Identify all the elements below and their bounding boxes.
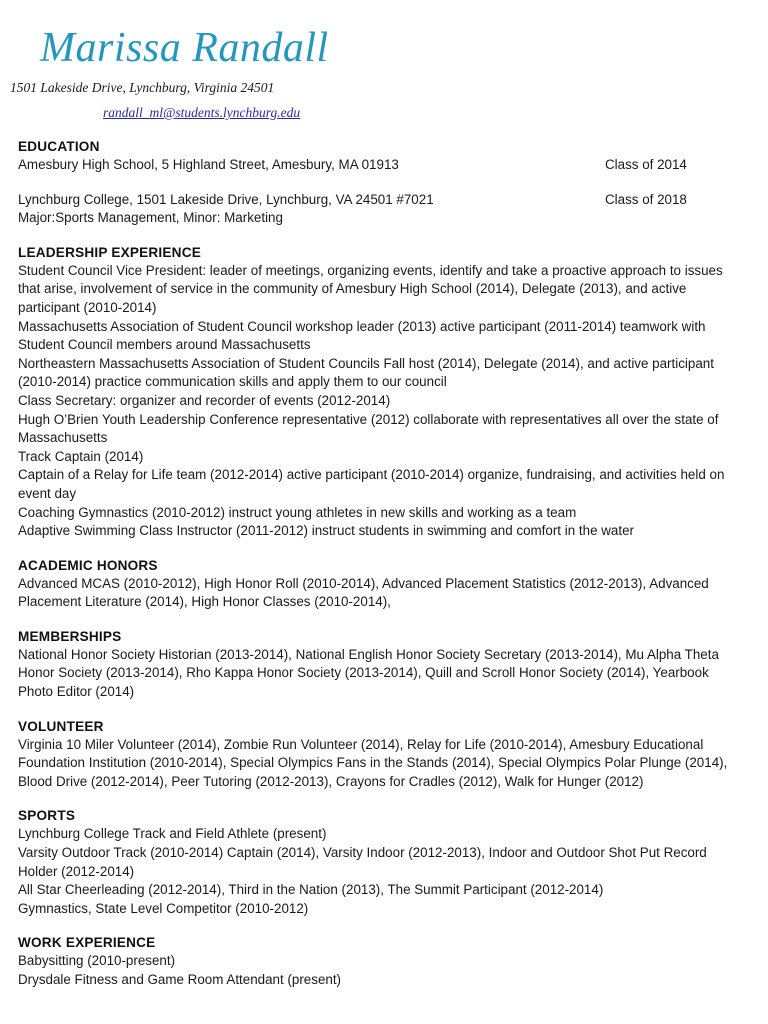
volunteer-lines [18,736,730,792]
text-line: Northeastern Massachusetts Association of Student Councils Fall host (2014), Delegate (2014), and active participant [18,355,714,371]
text-line: event day [18,485,77,501]
honors-section [18,556,730,612]
text-line: Honor Society (2013-2014), Rho Kappa Honor Society (2013-2014), Quill and Scroll Honor Society (2014), Yearbook [18,665,709,681]
text-line: Hugh O’Brien Youth Leadership Conference representative (2012) collaborate with representatives all over the state of [18,411,719,427]
education-entry [18,191,730,210]
text-line: Babysitting (2010-present) [18,953,176,969]
text-line: Massachusetts Association of Student Council workshop leader (2013) active participant (2011-2014) teamwork with [18,318,706,334]
leadership-section [18,243,730,541]
work-section [18,933,730,989]
section-title-education: EDUCATION [18,139,100,154]
resume-body [18,137,730,990]
class-year: Class of 2014 [605,157,687,172]
text-line: Advanced MCAS (2010-2012), High Honor Roll (2010-2014), Advanced Placement Statistics (2012-2013), Advanced [18,575,709,591]
text-line: participant (2010-2014) [18,299,157,315]
text-line: Student Council members around Massachusetts [18,337,311,353]
volunteer-section [18,717,730,792]
text-line: All Star Cheerleading (2012-2014), Third in the Nation (2013), The Summit Participant (2012-2014) [18,882,604,898]
school-line: Amesbury High School, 5 Highland Street, Amesbury, MA 01913 [18,157,399,172]
major-line: Major:Sports Management, Minor: Marketing [18,210,283,226]
text-line: Photo Editor (2014) [18,684,135,700]
memberships-section [18,627,730,702]
text-line: Placement Literature (2014), High Honor Classes (2010-2014), [18,594,391,610]
section-title-memberships: MEMBERSHIPS [18,628,122,644]
text-line: Coaching Gymnastics (2010-2012) instruct young athletes in new skills and working as a team [18,504,577,520]
text-line: Adaptive Swimming Class Instructor (2011-2012) instruct students in swimming and comfort in the water [18,523,634,539]
memberships-lines [18,646,730,702]
honors-lines [18,575,730,612]
text-line: Blood Drive (2012-2014), Peer Tutoring (2012-2013), Crayons for Cradles (2012), Walk for Hunger (2012) [18,773,644,789]
text-line: Foundation Institution (2010-2014), Special Olympics Fans in the Stands (2014), Special Olympics Polar Plunge (2014), [18,755,728,771]
text-line: Virginia 10 Miler Volunteer (2014), Zombie Run Volunteer (2014), Relay for Life (2010-2014), Amesbury Educational [18,736,704,752]
address-line: 1501 Lakeside Drive, Lynchburg, Virginia 24501 [10,80,275,95]
text-line: Class Secretary: organizer and recorder of events (2012-2014) [18,392,391,408]
resume-name: Marissa Randall [40,25,329,71]
section-title-sports: SPORTS [18,808,76,824]
text-line: Lynchburg College Track and Field Athlete (present) [18,826,327,842]
education-entry [18,156,730,175]
text-line: Student Council Vice President: leader of meetings, organizing events, identify and take a proactive approach to issues [18,262,723,278]
text-line: Gymnastics, State Level Competitor (2010-2012) [18,900,309,916]
work-lines [18,952,730,989]
sports-section [18,806,730,918]
email-link[interactable]: randall_ml@students.lynchburg.edu [103,105,301,120]
text-line: Holder (2012-2014) [18,863,135,879]
text-line: Drysdale Fitness and Game Room Attendant (present) [18,972,342,987]
text-line: Captain of a Relay for Life team (2012-2014) active participant (2010-2014) organize, fundraising, and activities held on [18,467,725,483]
section-title-leadership: LEADERSHIP EXPERIENCE [18,244,201,260]
leadership-lines [18,262,730,541]
section-title-work: WORK EXPERIENCE [18,935,156,951]
text-line: Varsity Outdoor Track (2010-2014) Captain (2014), Varsity Indoor (2012-2013), Indoor and Outdoor Shot Put Record [18,845,707,861]
text-line: Massachusetts [18,430,108,446]
section-title-volunteer: VOLUNTEER [18,718,104,734]
text-line: National Honor Society Historian (2013-2014), National English Honor Society Secretary (2013-2014), Mu Alpha Theta [18,646,719,662]
class-year: Class of 2018 [605,191,687,207]
text-line: Track Captain (2014) [18,448,144,464]
school-line: Lynchburg College, 1501 Lakeside Drive, Lynchburg, VA 24501 #7021 [18,191,434,207]
section-title-honors: ACADEMIC HONORS [18,557,158,573]
text-line: (2010-2014) practice communication skills and apply them to our council [18,374,447,390]
text-line: that arise, involvement of service in the community of Amesbury High School (2014), Delegate (2013), and active [18,281,687,297]
education-section [18,137,730,228]
sports-lines [18,825,730,918]
